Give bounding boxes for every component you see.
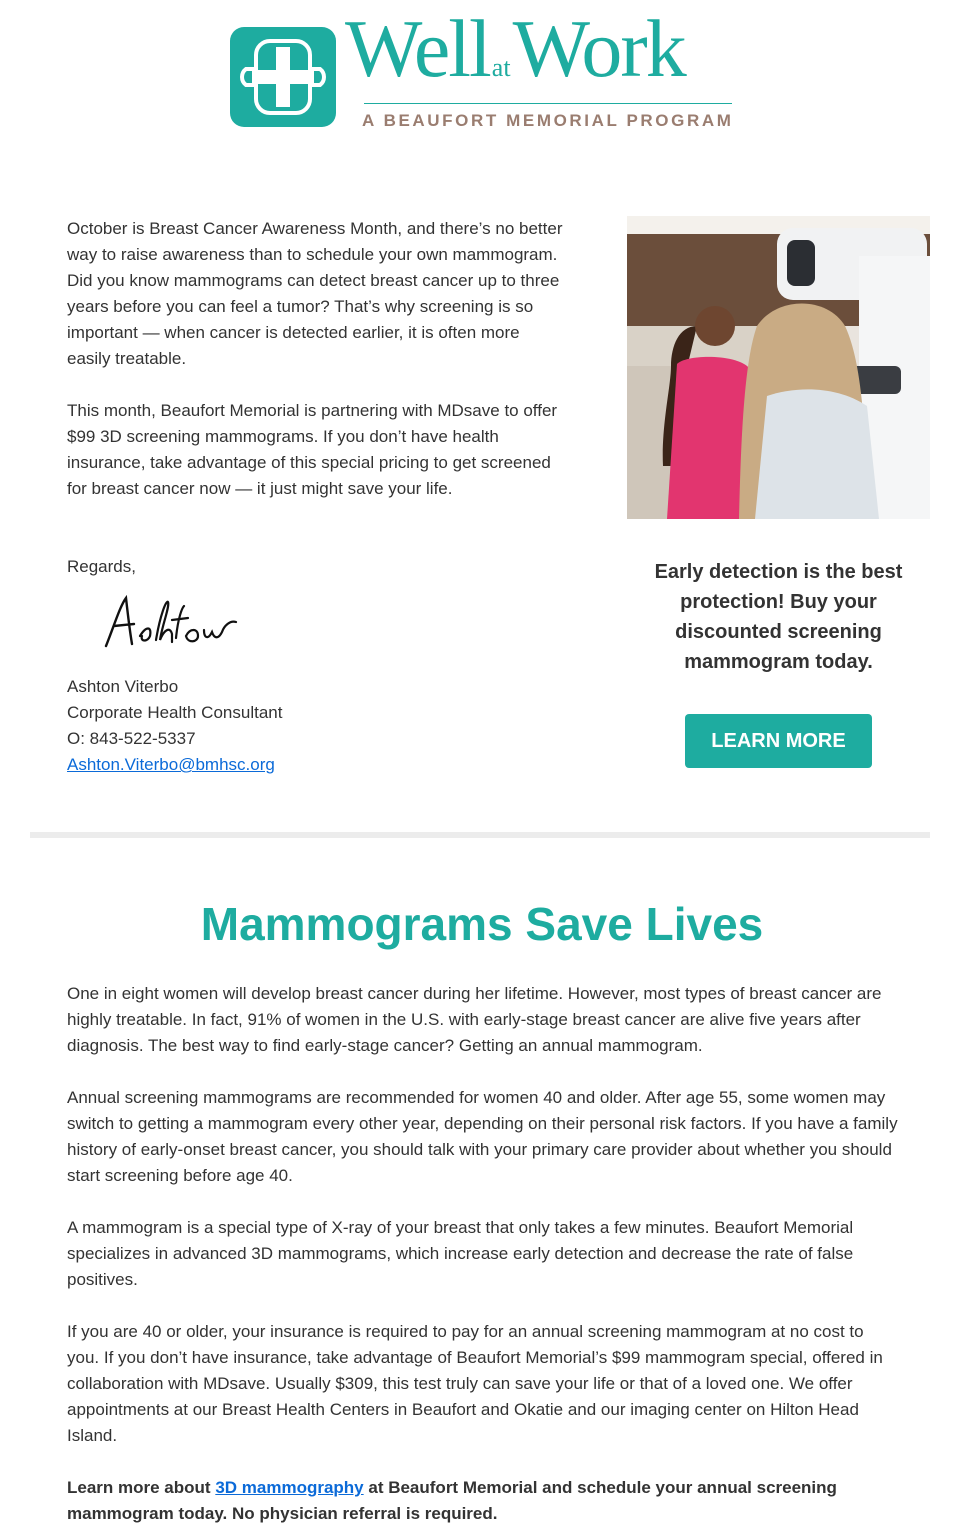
contact-email-link[interactable]: Ashton.Viterbo@bmhsc.org bbox=[67, 755, 275, 774]
section-divider bbox=[30, 832, 930, 838]
section-title: Mammograms Save Lives bbox=[200, 898, 764, 950]
mammogram-photo bbox=[627, 216, 930, 519]
logo-wordmark: WellatWork bbox=[345, 3, 685, 94]
body-paragraph: Annual screening mammograms are recommended for women 40 and older. After age 55, some women may switch to getting a mammogram every other year, depending on their personal risk factors. If you have a family history of early-onset breast cancer, you should talk with your primary care provider about whether you should start screening before age 40. bbox=[67, 1088, 898, 1185]
body-paragraph: If you are 40 or older, your insurance is required to pay for an annual screening mammogram at no cost to you. If you don’t have insurance, take advantage of Beaufort Memorial’s $99 mammogram special, offered in collaboration with MDsave. Usually $309, this test truly can save your life or that of a loved one. We offer appointments at our Breast Health Centers in Beaufort and Okatie and our imaging center on Hilton Head Island. bbox=[67, 1322, 883, 1445]
logo-divider bbox=[364, 103, 732, 104]
sign-off-regards: Regards, bbox=[67, 557, 136, 576]
intro-text bbox=[67, 216, 567, 502]
contact-block bbox=[67, 674, 282, 778]
closing-paragraph: Learn more about 3D mammography at Beaufort Memorial and schedule your annual screening mammogram today. No physician referral is required. bbox=[67, 1478, 837, 1523]
cta-text: Early detection is the best protection! Buy your discounted screening mammogram today. bbox=[654, 561, 903, 673]
body-paragraph: A mammogram is a special type of X-ray of your breast that only takes a few minutes. Beaufort Memorial specializes in advanced 3D mammograms, which increase early detection and decrease the rate of false positives. bbox=[67, 1218, 854, 1289]
signature-image bbox=[100, 586, 260, 656]
intro-paragraph: This month, Beaufort Memorial is partnering with MDsave to offer $99 3D screening mammograms. If you don’t have health insurance, take advantage of this special pricing to get screened for breast cancer now — it just might save your life. bbox=[67, 401, 558, 498]
3d-mammography-link[interactable]: 3D mammography bbox=[215, 1478, 364, 1497]
section-body bbox=[67, 981, 899, 1527]
contact-phone: O: 843-522-5337 bbox=[67, 729, 196, 748]
email-header bbox=[0, 0, 964, 150]
contact-name: Ashton Viterbo bbox=[67, 677, 179, 696]
intro-paragraph: October is Breast Cancer Awareness Month, and there’s no better way to raise awareness than to schedule your own mammogram. Did you know mammograms can detect breast cancer up to three years before you can feel a tumor? That’s why screening is so important — when cancer is detected earlier, it is often more easily treatable. bbox=[67, 219, 563, 368]
contact-title: Corporate Health Consultant bbox=[67, 703, 283, 722]
cross-logo-icon bbox=[230, 27, 336, 127]
body-paragraph: One in eight women will develop breast cancer during her lifetime. However, most types of breast cancer are highly treatable. In fact, 91% of women in the U.S. with early-stage breast cancer are alive five years after diagnosis. The best way to find early-stage cancer? Getting an annual mammogram. bbox=[67, 984, 882, 1055]
logo-tagline: A BEAUFORT MEMORIAL PROGRAM bbox=[362, 111, 734, 130]
learn-more-button[interactable]: LEARN MORE bbox=[685, 714, 872, 768]
